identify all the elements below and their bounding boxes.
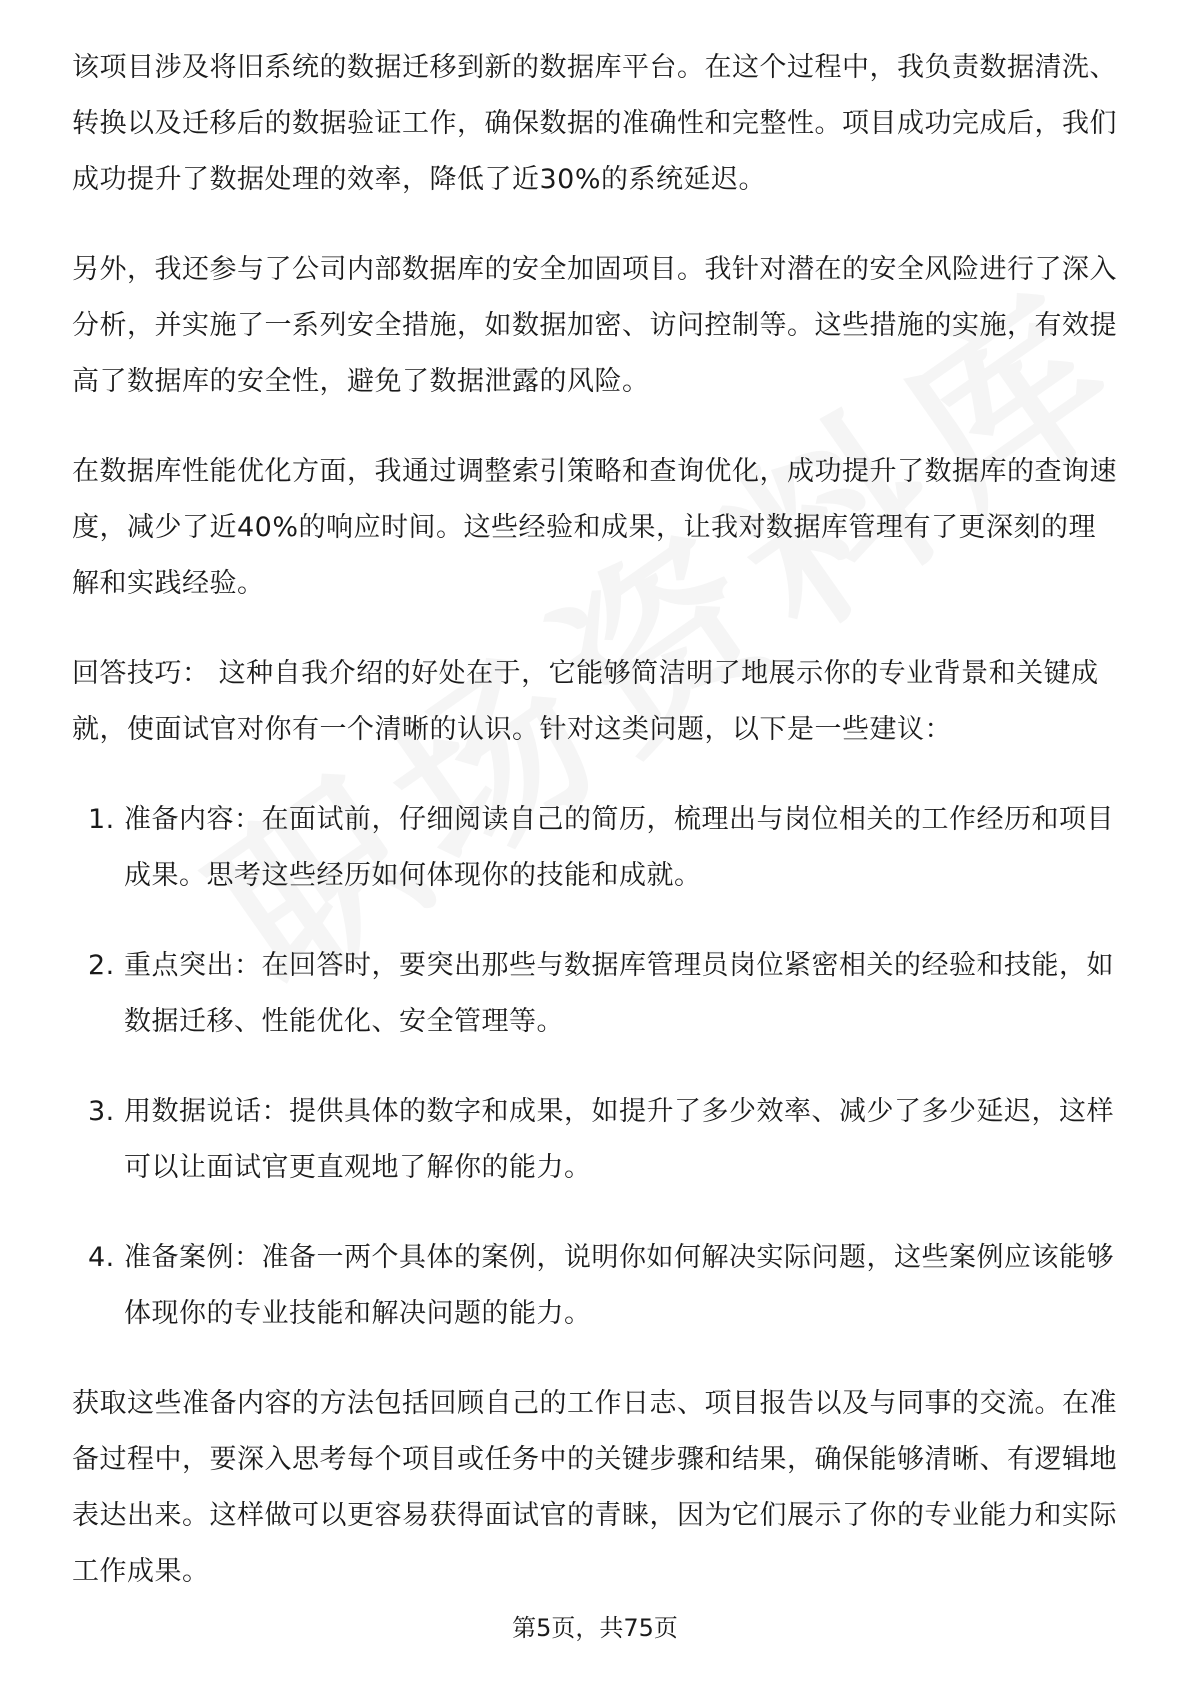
document-page	[72, 40, 1122, 1634]
list-item-text: 重点突出：在回答时，要突出那些与数据库管理员岗位紧密相关的经验和技能，如数据迁移、性能优化、安全管理等。	[124, 950, 1114, 1037]
paragraph-answer-tips: 回答技巧： 这种自我介绍的好处在于，它能够简洁明了地展示你的专业背景和关键成就，使面试官对你有一个清晰的认识。针对这类问题，以下是一些建议：	[72, 658, 1099, 745]
list-item	[72, 1230, 1122, 1342]
paragraph-security: 另外，我还参与了公司内部数据库的安全加固项目。我针对潜在的安全风险进行了深入分析，并实施了一系列安全措施，如数据加密、访问控制等。这些措施的实施，有效提高了数据库的安全性，避免了数据泄露的风险。	[72, 254, 1117, 397]
tips-list	[72, 792, 1122, 1342]
page-number: 第5页，共75页	[512, 1614, 678, 1642]
list-item-number: 2.	[88, 950, 115, 981]
list-item-number: 1.	[88, 804, 115, 835]
paragraph-performance: 在数据库性能优化方面，我通过调整索引策略和查询优化，成功提升了数据库的查询速度，减少了近40%的响应时间。这些经验和成果，让我对数据库管理有了更深刻的理解和实践经验。	[72, 456, 1117, 599]
list-item-number: 3.	[88, 1096, 115, 1127]
list-item-text: 用数据说话：提供具体的数字和成果，如提升了多少效率、减少了多少延迟，这样可以让面试官更直观地了解你的能力。	[124, 1096, 1114, 1183]
list-item-text: 准备案例：准备一两个具体的案例，说明你如何解决实际问题，这些案例应该能够体现你的专业技能和解决问题的能力。	[124, 1242, 1114, 1329]
list-item	[72, 792, 1122, 904]
list-item-text: 准备内容：在面试前，仔细阅读自己的简历，梳理出与岗位相关的工作经历和项目成果。思考这些经历如何体现你的技能和成就。	[124, 804, 1114, 891]
list-item-number: 4.	[88, 1242, 115, 1273]
paragraph-data-migration: 该项目涉及将旧系统的数据迁移到新的数据库平台。在这个过程中，我负责数据清洗、转换以及迁移后的数据验证工作，确保数据的准确性和完整性。项目成功完成后，我们成功提升了数据处理的效率，降低了近30%的系统延迟。	[72, 52, 1117, 195]
list-item	[72, 1084, 1122, 1196]
list-item	[72, 938, 1122, 1050]
paragraph-closing: 获取这些准备内容的方法包括回顾自己的工作日志、项目报告以及与同事的交流。在准备过程中，要深入思考每个项目或任务中的关键步骤和结果，确保能够清晰、有逻辑地表达出来。这样做可以更容易获得面试官的青睐，因为它们展示了你的专业能力和实际工作成果。	[72, 1388, 1117, 1587]
